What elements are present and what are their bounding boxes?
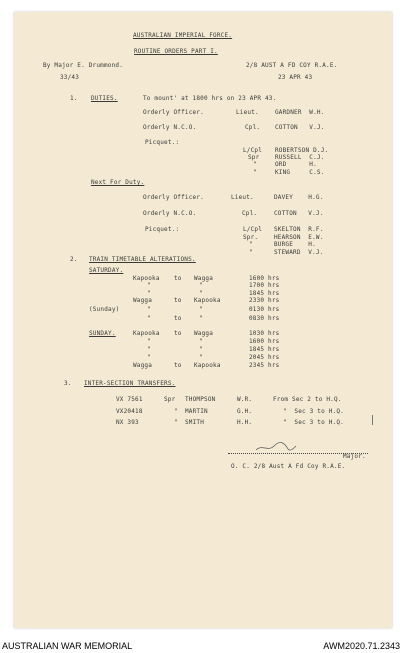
orderly-nco-name: COTTON V.J. [275,124,325,131]
next-officer-rank: Lieut. [231,194,254,201]
picquet-name: RUSSELL C.J. [275,154,325,161]
next-picquet-name: BURGE H. [274,241,316,248]
unit-code: 2/8 AUST A FD COY R.A.E. [246,62,338,69]
train-to-word: to [174,315,182,322]
train-to: " [199,354,203,361]
train-to-word: to [174,275,182,282]
next-officer-label: Orderly Officer. [143,194,204,201]
orderly-officer-name: GARDNER W.H. [275,109,325,116]
picquet-rank: " [253,161,257,168]
transfer-rank: " [174,419,178,426]
sunday-label: SUNDAY. [89,330,116,337]
unit-heading: AUSTRALIAN IMPERIAL FORCE. [133,32,233,39]
train-from: " [147,290,151,297]
by-line: By Major E. Drummond. [43,62,124,69]
transfer-name: MARTIN [185,408,208,415]
train-from: " [147,354,151,361]
transfer-detail: " Sec 3 to H.Q. [283,419,344,426]
section-2-number: 2. [70,256,78,263]
train-from: " [147,346,151,353]
transfer-initials: G.H. [237,408,253,415]
next-for-duty-heading: Next For Duty. [91,179,145,186]
orderly-nco-rank: Cpl. [245,124,261,131]
footer-institution: AUSTRALIAN WAR MEMORIAL [2,641,133,651]
train-from: " [147,306,151,313]
train-from: Wagga [133,362,153,369]
transfer-name: THOMPSON [185,396,216,403]
transfer-detail: From Sec 2 to H.Q. [273,396,342,403]
document-page [14,12,392,628]
document-title: ROUTINE ORDERS PART I. [134,48,218,55]
train-to: Kapooka [194,362,221,369]
train-from: Kapooka [133,330,160,337]
train-to: " [199,290,203,297]
train-to: Wagga [194,330,214,337]
section-2-heading: TRAIN TIMETABLE ALTERATIONS. [89,256,196,263]
train-from: " [147,282,151,289]
transfer-number: VX20418 [116,408,143,415]
next-picquet-rank: L/Cpl [243,226,263,233]
section-3-number: 3. [64,380,72,387]
picquet-rank: L/Cpl [243,147,263,154]
train-time: 0830 hrs [249,315,280,322]
train-from: " [147,338,151,345]
transfer-rank: " [174,408,178,415]
transfer-detail: " Sec 3 to H.Q. [283,408,344,415]
train-day-note: (Sunday) [89,306,120,313]
train-to-word: to [174,362,182,369]
train-time: 2345 hrs [249,362,280,369]
train-time: 1600 hrs [249,338,280,345]
section-1-number: 1. [70,95,78,102]
train-time: 1845 hrs [249,346,280,353]
margin-mark [372,415,373,425]
next-picquet-rank: " [249,249,253,256]
train-to: " [199,338,203,345]
transfer-name: SMITH [185,419,205,426]
train-to-word: to [174,297,182,304]
train-time: 1700 hrs [249,282,280,289]
section-1-heading: DUTIES. [91,95,118,102]
picquet-name: KING C.S. [275,169,325,176]
order-number: 33/43 [60,74,80,81]
next-picquet-name: HEARSON E.W. [274,234,324,241]
transfer-number: VX 7561 [116,396,143,403]
next-picquet-name: SKELTON R.F. [274,226,324,233]
transfer-number: NX 393 [116,419,139,426]
train-to: " [199,306,203,313]
train-time: 2330 hrs [249,297,280,304]
train-time: 1030 hrs [249,330,280,337]
train-from: Kapooka [133,275,160,282]
train-from: " [147,315,151,322]
next-nco-name: COTTON V.J. [274,210,324,217]
signature-title: O. C. 2/8 Aust A Fd Coy R.A.E. [231,463,346,470]
next-picquet-rank: " [249,241,253,248]
next-officer-name: DAVEY H.G. [274,194,324,201]
train-to: Wagga [194,275,214,282]
signature-mark [254,440,298,454]
transfer-initials: H.H. [237,419,253,426]
train-time: 1600 hrs [249,275,280,282]
signature-rank: Major. [343,453,366,460]
train-to: " [199,346,203,353]
picquet-rank: Spr [248,154,260,161]
saturday-label: SATURDAY. [89,267,124,274]
duties-intro: To mount' at 1800 hrs on 23 APR 43. [143,95,277,102]
picquet-name: ROBERTSON D.J. [275,147,329,154]
picquet-rank: " [253,169,257,176]
picquet-label: Picquet.: [145,139,180,146]
orderly-officer-label: Orderly Officer. [143,109,204,116]
train-time: 2045 hrs [249,354,280,361]
section-3-heading: INTER-SECTION TRANSFERS. [84,380,176,387]
train-to: Kapooka [194,297,221,304]
next-nco-label: Orderly N.C.O. [143,210,197,217]
next-picquet-name: STEWARD V.J. [274,249,324,256]
train-from: Wagga [133,297,153,304]
picquet-name: ORD H. [275,161,317,168]
order-date: 23 APR 43 [278,74,313,81]
transfer-rank: Spr [164,396,176,403]
transfer-initials: W.R. [237,396,253,403]
train-to: " [199,282,203,289]
footer-accession-number: AWM2020.71.2343 [323,641,400,651]
next-picquet-rank: Spr. [243,234,259,241]
orderly-officer-rank: Lieut. [236,109,259,116]
orderly-nco-label: Orderly N.C.O. [143,124,197,131]
train-to-word: to [174,330,182,337]
next-nco-rank: Cpl. [242,210,258,217]
train-time: 1845 hrs [249,290,280,297]
train-time: 0130 hrs [249,306,280,313]
next-picquet-label: Picquet.: [145,226,180,233]
train-to: " [199,315,203,322]
